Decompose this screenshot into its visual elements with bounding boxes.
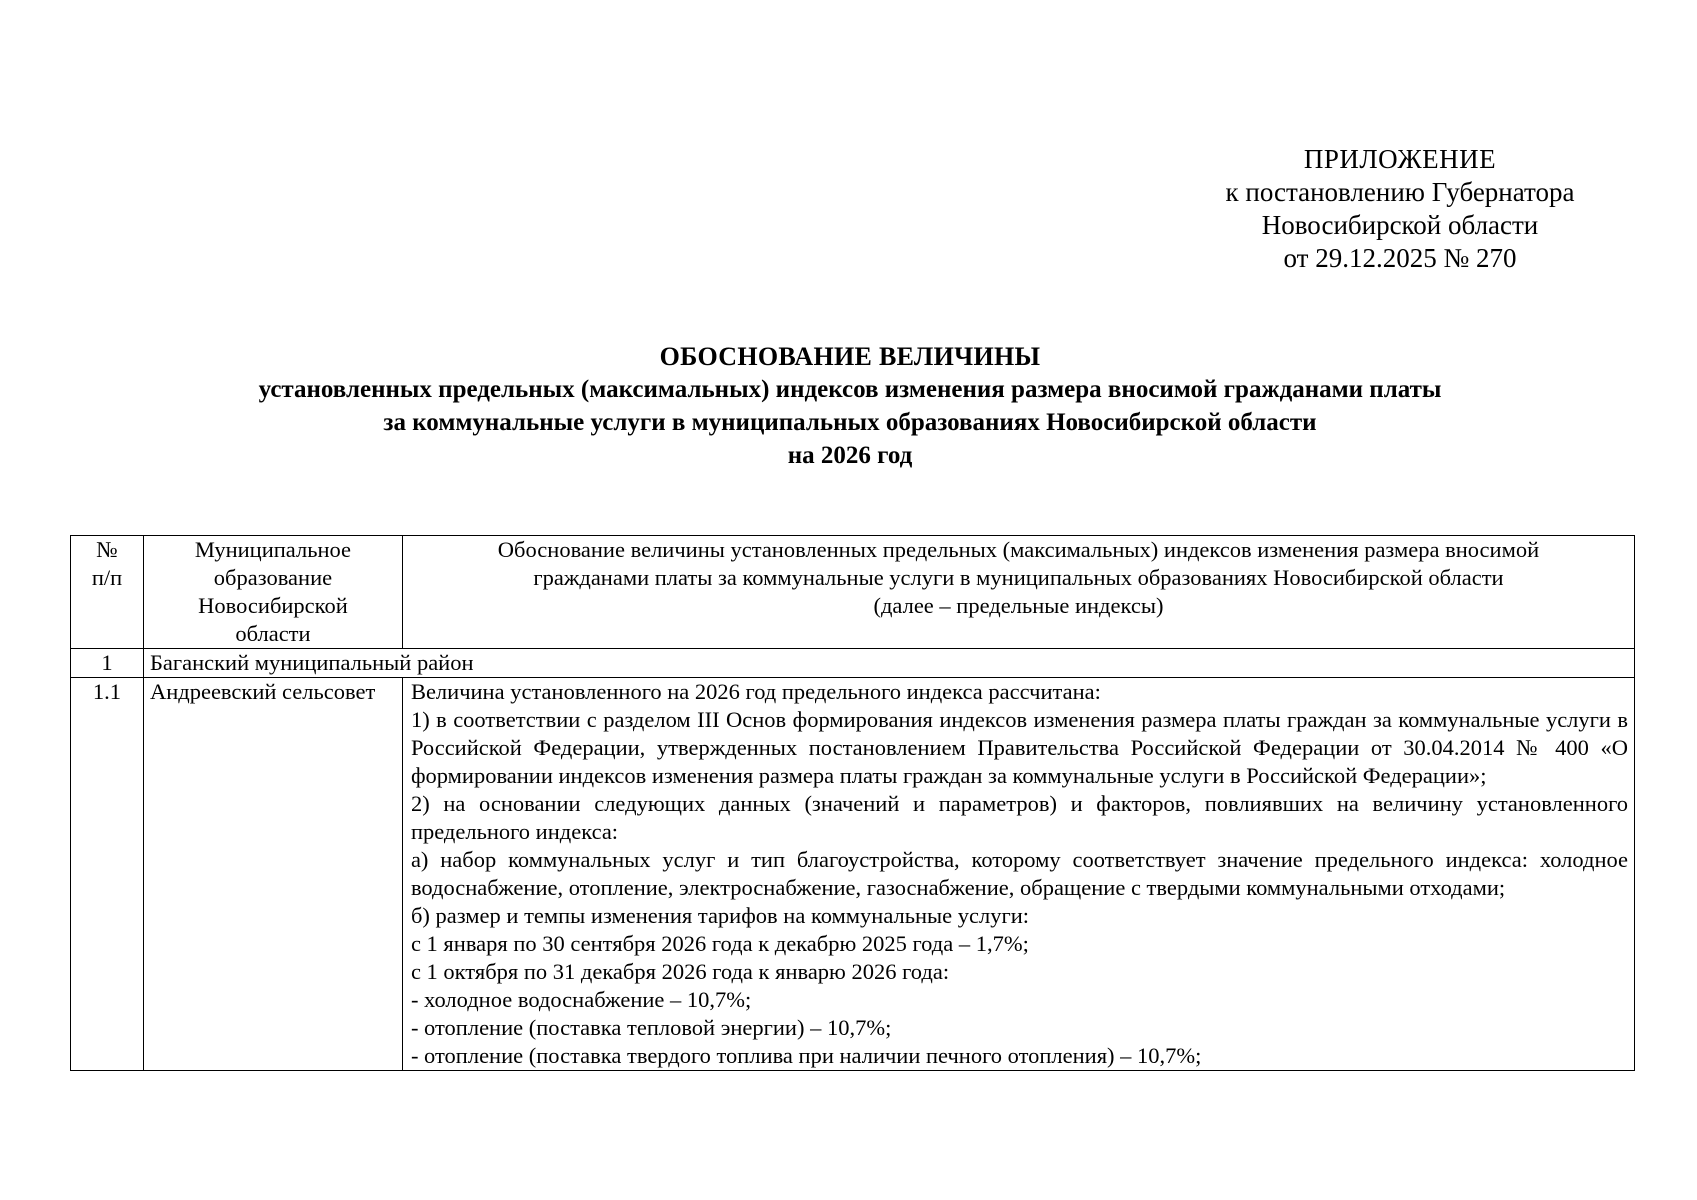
table-section-row <box>71 649 1635 678</box>
section-number: 1 <box>71 649 144 678</box>
justification-line: а) набор коммунальных услуг и тип благоустройства, которому соответствует значение предельного индекса: холодное водоснабжение, отопление, электроснабжение, газоснабжение, обращение с твердыми коммунальными отходами; <box>410 847 1628 900</box>
header-justification-line-3: (далее – предельные индексы) <box>873 593 1164 618</box>
header-number <box>71 536 144 649</box>
section-name: Баганский муниципальный район <box>143 649 1634 678</box>
appendix-header <box>1170 143 1630 275</box>
header-municipality-line-3: Новосибирской <box>198 593 348 618</box>
document-title-line-3: за коммунальные услуги в муниципальных образованиях Новосибирской области <box>383 409 1317 436</box>
row-justification <box>402 678 1634 1071</box>
justification-line: 2) на основании следующих данных (значений и параметров) и факторов, повлиявших на величину установленного предельного индекса: <box>410 791 1628 844</box>
document-title <box>150 340 1550 472</box>
justification-table <box>70 535 1635 1071</box>
document-title-line-1: ОБОСНОВАНИЕ ВЕЛИЧИНЫ <box>659 342 1041 371</box>
justification-line: - отопление (поставка твердого топлива при наличии печного отопления) – 10,7%; <box>410 1043 1202 1068</box>
justification-line: - отопление (поставка тепловой энергии) – 10,7%; <box>410 1015 892 1040</box>
justification-line: с 1 октября по 31 декабря 2026 года к январю 2026 года: <box>410 959 950 984</box>
justification-line: - холодное водоснабжение – 10,7%; <box>410 987 752 1012</box>
header-municipality-line-4: области <box>235 621 311 646</box>
appendix-line-region: Новосибирской области <box>1261 210 1539 240</box>
row-municipality: Андреевский сельсовет <box>143 678 402 1071</box>
justification-line: б) размер и темпы изменения тарифов на коммунальные услуги: <box>410 903 1030 928</box>
justification-line: Величина установленного на 2026 год предельного индекса рассчитана: <box>410 679 1101 704</box>
header-justification-line-2: гражданами платы за коммунальные услуги в муниципальных образованиях Новосибирской области <box>533 565 1504 590</box>
table-row <box>71 678 1635 1071</box>
row-number: 1.1 <box>71 678 144 1071</box>
justification-line: с 1 января по 30 сентября 2026 года к декабрю 2025 года – 1,7%; <box>410 931 1029 956</box>
appendix-line-decree: к постановлению Губернатора <box>1225 177 1575 207</box>
appendix-title: ПРИЛОЖЕНИЕ <box>1303 144 1497 174</box>
header-municipality <box>143 536 402 649</box>
header-municipality-line-1: Муниципальное <box>194 537 352 562</box>
header-justification-line-1: Обоснование величины установленных предельных (максимальных) индексов изменения размера вносимой <box>497 537 1540 562</box>
header-number-line-2: п/п <box>91 565 123 590</box>
document-title-line-4: на 2026 год <box>787 442 913 469</box>
header-justification <box>402 536 1634 649</box>
table-header-row <box>71 536 1635 649</box>
header-municipality-line-2: образование <box>213 565 333 590</box>
appendix-line-date-number: от 29.12.2025 № 270 <box>1283 243 1517 273</box>
document-title-line-2: установленных предельных (максимальных) индексов изменения размера вносимой гражданами платы <box>258 376 1442 403</box>
justification-line: 1) в соответствии с разделом III Основ формирования индексов изменения размера платы граждан за коммунальные услуги в Российской Федерации, утвержденных постановлением Правительства Российской Федерации от 30.04.2014 № 400 «О формировании индексов изменения размера платы граждан за коммунальные услуги в Российской Федерации»; <box>410 707 1628 788</box>
header-number-line-1: № <box>96 537 118 562</box>
